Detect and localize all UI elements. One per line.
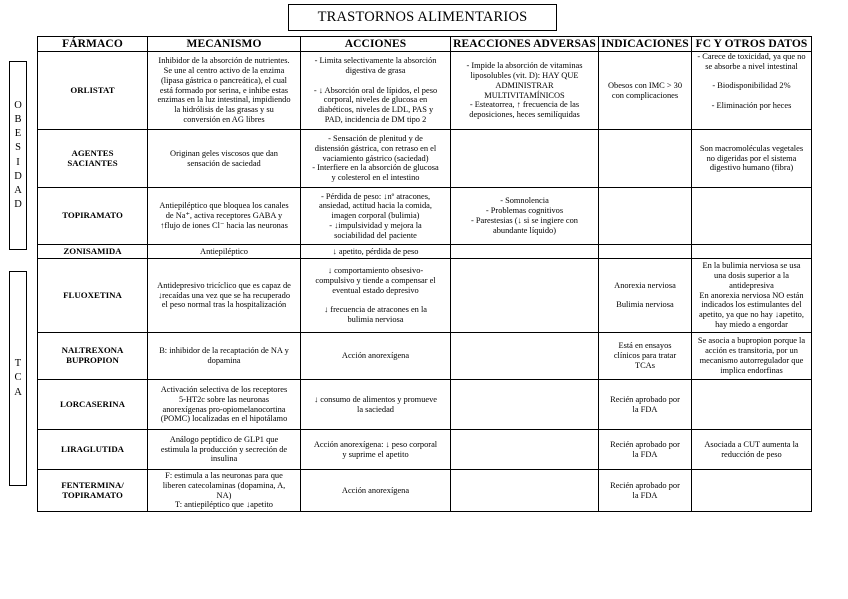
cell-line: liberen catecolaminas (dopamina, A,	[162, 480, 286, 490]
cell-line: - Biodisponibilidad 2%	[712, 81, 791, 91]
cell-line: BUPROPION	[66, 355, 119, 365]
cell-line: Antiepiléptico	[200, 246, 248, 256]
cell-mecanismo	[148, 188, 301, 245]
cell-line: TOPIRAMATO	[62, 210, 123, 221]
cell-line: abundante líquido)	[492, 225, 557, 235]
cell-line: reducción de peso	[721, 449, 782, 459]
cell-line: compulsivo y tiende a compensar el	[315, 275, 436, 285]
cell-line: Acción anorexígena: ↓ peso corporal	[313, 439, 438, 449]
cell-indicaciones	[599, 52, 692, 130]
cell-reacciones	[451, 333, 599, 380]
cell-line: con complicaciones	[611, 90, 679, 100]
cell-line: sensación de saciedad	[187, 158, 261, 168]
cell-line: vaciamiento gástrico (saciedad)	[322, 153, 429, 163]
cell-line: se absorbe a nivel intestinal	[705, 61, 798, 71]
cell-line: y suprime el apetito	[342, 449, 409, 459]
cell-line: el peso normal tras la hospitalización	[161, 300, 287, 310]
cell-acciones	[301, 470, 451, 512]
cell-indicaciones	[599, 245, 692, 259]
table-row	[38, 245, 812, 259]
cell-line: no digeridas por el sistema	[706, 153, 797, 163]
cell-line: indicados los estimulantes del	[701, 300, 802, 310]
cell-line: NALTREXONA	[61, 345, 124, 356]
cell-line: ↓ apetito, pérdida de peso	[332, 246, 419, 256]
side-letter: C	[14, 372, 22, 384]
cell-line: Recién aprobado por	[610, 439, 680, 449]
table-row	[38, 380, 812, 430]
cell-mecanismo	[148, 245, 301, 259]
cell-line: sociabilidad del paciente	[334, 230, 417, 240]
cell-farmaco	[38, 130, 148, 188]
cell-line: clínicos para tratar	[613, 351, 677, 361]
cell-line: FENTERMINA/	[61, 479, 124, 490]
cell-acciones	[301, 245, 451, 259]
cell-acciones	[301, 188, 451, 245]
cell-line	[601, 291, 689, 301]
cell-line: (lipasa gástrica o pancreática), el cual	[160, 75, 288, 85]
cell-line: ADMINISTRAR	[495, 80, 554, 90]
cell-line: Asociada a CUT aumenta la	[704, 439, 799, 449]
cell-farmaco	[38, 333, 148, 380]
cell-line: En anorexia nerviosa NO están	[699, 290, 804, 300]
cell-line: - Problemas cognitivos	[485, 206, 564, 216]
cell-line: antidepresiva	[729, 280, 774, 290]
cell-mecanismo	[148, 52, 301, 130]
cell-line: mecanismo autorregulador que	[699, 356, 804, 365]
cell-line: la saciedad	[357, 404, 394, 414]
cell-line: En la bulimia nerviosa se usa	[702, 261, 801, 271]
cell-line: F: estimula a las neuronas para que	[165, 470, 283, 480]
cell-line: digestiva de grasa	[345, 66, 406, 75]
cell-line: - Sensación de plenitud y de	[328, 134, 423, 143]
cell-line: ↓ comportamiento obsesivo-	[327, 266, 424, 276]
cell-farmaco	[38, 380, 148, 430]
header-acciones: ACCIONES	[301, 37, 451, 52]
table-row	[38, 470, 812, 512]
cell-line: de Na⁺, activa receptores GABA y	[165, 211, 283, 221]
cell-line: (POMC) localizadas en el hipotálamo	[160, 414, 288, 424]
cell-line: y colesterol en el intestino	[331, 173, 420, 183]
cell-acciones	[301, 130, 451, 188]
cell-line: - Somnolencia	[500, 196, 549, 206]
cell-indicaciones	[599, 259, 692, 333]
side-letter: E	[14, 128, 22, 140]
cell-fc	[692, 430, 812, 470]
cell-fc	[692, 470, 812, 512]
side-label-tca	[9, 271, 27, 486]
cell-line: PAD, incidencia de DM tipo 2	[324, 114, 427, 124]
cell-farmaco	[38, 259, 148, 333]
side-letter: A	[14, 184, 22, 196]
cell-line: Acción anorexígena	[341, 351, 410, 361]
table-row	[38, 52, 812, 130]
cell-reacciones	[451, 52, 599, 130]
cell-reacciones	[451, 430, 599, 470]
cell-line: B: inhibidor de la recaptación de NA y	[159, 346, 289, 356]
cell-line	[303, 296, 448, 306]
cell-reacciones	[451, 130, 599, 188]
cell-line: TCAs	[634, 360, 655, 370]
cell-line: Son macromoléculas vegetales	[699, 143, 804, 153]
cell-line: Acción anorexígena	[341, 485, 410, 495]
header-reacciones: REACCIONES ADVERSAS	[451, 37, 599, 52]
cell-line: implica endorfinas	[720, 365, 783, 375]
cell-line: - Interfiere en la absorción de glucosa	[312, 163, 439, 173]
cell-line: Recién aprobado por	[610, 480, 680, 490]
cell-line: Está en ensayos	[618, 341, 672, 351]
cell-line: - Pérdida de peso: ↓nº atracones,	[320, 191, 431, 201]
cell-line: una dosis superior a la	[714, 271, 789, 280]
cell-indicaciones	[599, 130, 692, 188]
drug-table	[37, 36, 812, 512]
cell-line: FLUOXETINA	[63, 289, 122, 300]
cell-line: Anorexia nerviosa	[614, 280, 676, 290]
cell-farmaco	[38, 245, 148, 259]
cell-mecanismo	[148, 259, 301, 333]
cell-line: Activación selectiva de los receptores	[160, 384, 288, 394]
cell-line: Bulimia nerviosa	[616, 300, 674, 310]
table-row	[38, 430, 812, 470]
cell-line: NA)	[216, 490, 232, 500]
cell-line: MULTIVITAMÍNICOS	[484, 90, 565, 100]
side-letter: A	[14, 386, 22, 398]
cell-fc	[692, 259, 812, 333]
cell-line: la FDA	[632, 490, 658, 500]
cell-farmaco	[38, 430, 148, 470]
cell-line: está formado por serina, e inhibe estas	[159, 85, 289, 95]
cell-acciones	[301, 380, 451, 430]
cell-line	[694, 72, 809, 82]
table-row	[38, 259, 812, 333]
cell-line: - Impide la absorción de vitaminas	[466, 61, 583, 71]
table-row	[38, 333, 812, 380]
cell-reacciones	[451, 259, 599, 333]
cell-line: insulina	[210, 454, 238, 464]
cell-line: la FDA	[632, 404, 658, 414]
cell-fc	[692, 52, 812, 130]
header-row	[38, 37, 812, 52]
cell-line: acción es transitoria, por un	[705, 346, 798, 356]
cell-indicaciones	[599, 430, 692, 470]
side-letter: D	[14, 170, 22, 182]
table-row	[38, 188, 812, 245]
cell-line: conversión en AG libres	[183, 114, 265, 124]
cell-line: dopamina	[207, 356, 241, 365]
cell-acciones	[301, 333, 451, 380]
cell-line: Se asocia a bupropion porque la	[697, 336, 806, 346]
cell-line: T: antiepiléptico que ↓apetito	[175, 500, 273, 510]
header-farmaco: FÁRMACO	[38, 37, 148, 52]
cell-line: LIRAGLUTIDA	[60, 443, 125, 454]
cell-line	[694, 91, 809, 101]
cell-indicaciones	[599, 380, 692, 430]
side-letter: S	[15, 142, 21, 154]
cell-fc	[692, 130, 812, 188]
cell-line: anorexígenas pro-opiomelanocortina	[162, 404, 286, 414]
cell-farmaco	[38, 188, 148, 245]
cell-line: SACIANTES	[67, 157, 118, 168]
cell-fc	[692, 188, 812, 245]
cell-line: 5-HT2c sobre las neuronas	[178, 394, 269, 404]
cell-line: ↓recaídas una vez que se ha recuperado	[157, 290, 291, 300]
cell-line: Originan geles viscosos que dan	[170, 148, 278, 158]
side-letter: T	[14, 358, 22, 370]
cell-line: Análogo peptídico de GLP1 que	[169, 434, 279, 444]
cell-reacciones	[451, 380, 599, 430]
cell-line: TOPIRAMATO	[62, 489, 123, 500]
header-indicaciones: INDICACIONES	[599, 37, 692, 52]
cell-line: LORCASERINA	[59, 398, 125, 409]
cell-farmaco	[38, 470, 148, 512]
cell-line: - Parestesias (↓ si se ingiere con	[471, 216, 578, 225]
table-row	[38, 130, 812, 188]
cell-line: eventual estado depresivo	[332, 285, 419, 295]
cell-line: bulimia nerviosa	[347, 315, 404, 325]
cell-line: Antidepresivo tricíclico que es capaz de	[157, 280, 291, 290]
cell-line: Antiepiléptico que bloquea los canales	[159, 201, 289, 211]
cell-mecanismo	[148, 380, 301, 430]
cell-line: ORLISTAT	[70, 84, 115, 95]
cell-acciones	[301, 52, 451, 130]
cell-line: Recién aprobado por	[610, 394, 680, 404]
cell-reacciones	[451, 188, 599, 245]
cell-line: - Limita selectivamente la absorción	[314, 56, 437, 66]
cell-indicaciones	[599, 188, 692, 245]
cell-mecanismo	[148, 333, 301, 380]
cell-line: apetito, ya que no hay ↓apetito,	[699, 310, 804, 320]
cell-line: Obesos con IMC > 30	[607, 80, 683, 90]
page-title: TRASTORNOS ALIMENTARIOS	[288, 4, 557, 31]
cell-line: enzimas en la luz intestinal, impidiendo	[157, 95, 291, 105]
cell-line: ↓ frecuencia de atracones en la	[324, 305, 427, 315]
cell-reacciones	[451, 470, 599, 512]
side-letter: O	[14, 99, 22, 111]
cell-indicaciones	[599, 470, 692, 512]
cell-line: ZONISAMIDA	[63, 245, 122, 256]
cell-line: imagen corporal (bulimia)	[331, 211, 420, 221]
side-letter: B	[14, 113, 22, 125]
cell-reacciones	[451, 245, 599, 259]
cell-acciones	[301, 259, 451, 333]
cell-line: hay miedo a engordar	[715, 319, 788, 329]
cell-line: AGENTES	[71, 147, 114, 158]
cell-mecanismo	[148, 430, 301, 470]
cell-line: - Eliminación por heces	[711, 100, 792, 110]
cell-line: la FDA	[632, 449, 658, 459]
cell-line: deposiciones, heces semilíquidas	[469, 110, 580, 120]
cell-farmaco	[38, 52, 148, 130]
header-mecanismo: MECANISMO	[148, 37, 301, 52]
cell-line: ansiedad, actitud hacia la comida,	[318, 201, 432, 211]
cell-mecanismo	[148, 470, 301, 512]
cell-line: diabéticos, niveles de LDL, PAS y	[317, 105, 434, 115]
side-letter: I	[16, 156, 20, 168]
cell-line: - Esteatorrea, ↑ frecuencia de las	[469, 100, 580, 110]
cell-acciones	[301, 430, 451, 470]
cell-line: Inhibidor de la absorción de nutrientes.	[158, 56, 290, 66]
cell-line: distensión gástrica, con retraso en el	[314, 143, 437, 153]
cell-line: Se une al centro activo de la enzima	[163, 66, 285, 75]
header-fc: FC Y OTROS DATOS	[692, 37, 812, 52]
cell-fc	[692, 245, 812, 259]
cell-line: - ↓ Absorción oral de lípidos, el peso	[313, 85, 438, 95]
cell-mecanismo	[148, 130, 301, 188]
cell-line: - Carece de toxicidad, ya que no	[697, 52, 806, 61]
cell-line: estimula la producción y secreción de	[160, 444, 288, 454]
side-letter: D	[14, 199, 22, 211]
cell-line: liposolubles (vit. D): HAY QUE	[470, 70, 579, 80]
cell-fc	[692, 333, 812, 380]
cell-fc	[692, 380, 812, 430]
cell-line: corporal, niveles de glucosa en	[323, 95, 428, 105]
cell-indicaciones	[599, 333, 692, 380]
cell-line: ↓ consumo de alimentos y promueve	[313, 394, 438, 404]
cell-line: la hidrólisis de las grasas y su	[174, 105, 274, 115]
cell-line	[303, 76, 448, 86]
side-label-obesidad	[9, 61, 27, 250]
cell-line: digestivo humano (fibra)	[709, 163, 794, 173]
cell-line: - ↓impulsividad y mejora la	[329, 220, 422, 230]
cell-line: ↑flujo de iones Cl⁻ hacia las neuronas	[160, 220, 288, 230]
